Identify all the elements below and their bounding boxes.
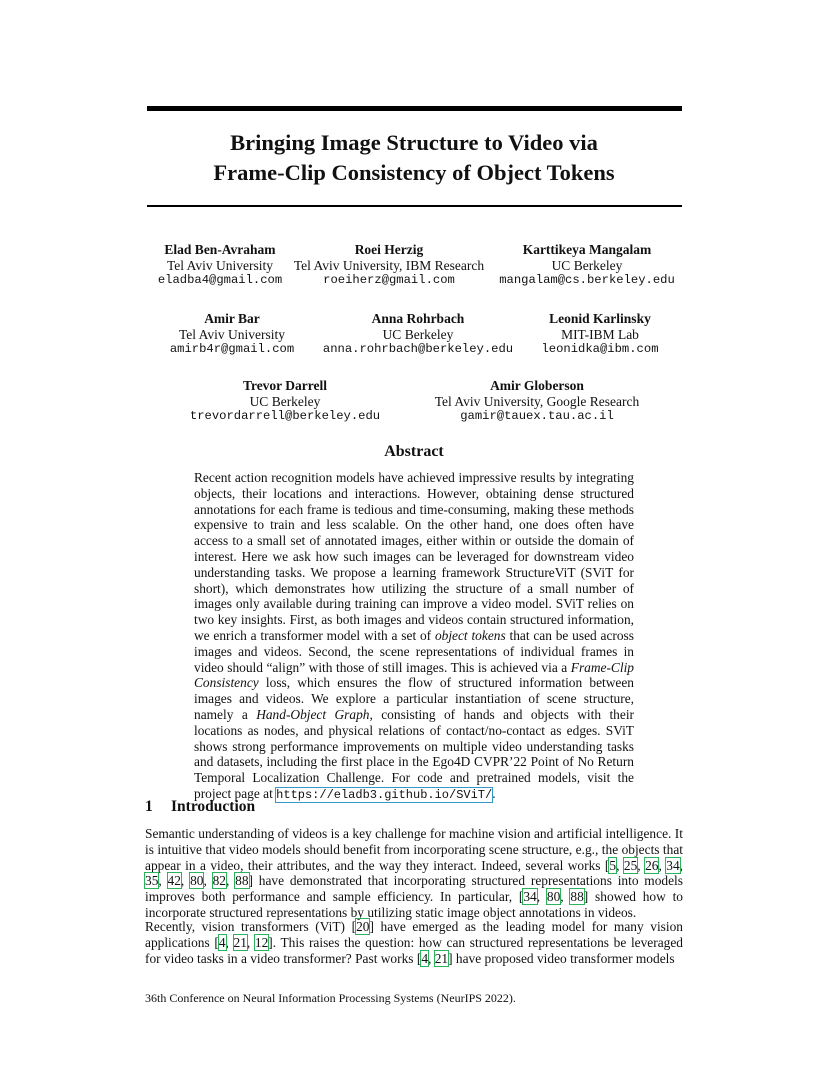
author-email[interactable]: mangalam@cs.berkeley.edu (499, 273, 675, 287)
title-line-2: Frame-Clip Consistency of Object Tokens (213, 160, 615, 185)
abstract-heading: Abstract (384, 443, 444, 460)
author-affiliation: Tel Aviv University, Google Research (434, 393, 640, 409)
paragraph-text: ] have proposed video transformer models (448, 950, 675, 966)
citation-link[interactable]: 35 (145, 873, 159, 889)
author-block (525, 311, 675, 358)
author-email[interactable]: roeiherz@gmail.com (323, 273, 455, 287)
author-affiliation: UC Berkeley (382, 326, 454, 342)
citation-link[interactable]: 25 (623, 857, 638, 873)
section-title: Introduction (171, 798, 256, 815)
author-affiliation: Tel Aviv University (166, 257, 274, 273)
paragraph-text: ] showed how to incorporate structured representations by utilizing static image object annotations in videos. (145, 889, 684, 920)
author-affiliation: MIT-IBM Lab (561, 326, 639, 342)
citation-link[interactable]: 88 (235, 873, 249, 889)
abstract-text: , consisting of hands and objects with their locations as nodes, and physical relations of contact/no-contact as edges. SViT shows strong performance improvements on multiple video understanding tasks and datasets, including the first place in the Ego4D CVPR’22 Point of No Return Temporal Localization Challenge. For code and pretrained models, visit the project page at (194, 706, 635, 801)
author-affiliation: Tel Aviv University (178, 326, 286, 342)
citation-link[interactable]: 4 (421, 950, 429, 966)
citation-link[interactable]: 88 (570, 889, 584, 905)
author-email[interactable]: gamir@tauex.tau.ac.il (460, 409, 614, 423)
citation-link[interactable]: 4 (218, 934, 226, 950)
citation-link[interactable]: 26 (645, 857, 659, 873)
author-affiliation: UC Berkeley (551, 257, 623, 273)
paragraph-text: ] have emerged as the leading model for many vision applications [ (145, 919, 684, 950)
author-name: Roei Herzig (354, 242, 424, 257)
author-block (497, 242, 677, 289)
author-name: Leonid Karlinsky (549, 311, 651, 326)
author-email[interactable]: amirb4r@gmail.com (169, 342, 295, 356)
author-name: Amir Globerson (490, 378, 584, 393)
abstract-emphasis: Frame-Clip Consistency (194, 659, 634, 691)
author-email[interactable]: eladba4@gmail.com (157, 273, 283, 287)
title-line-1: Bringing Image Structure to Video via (230, 130, 598, 155)
author-name: Trevor Darrell (242, 378, 328, 393)
conference-footnote: 36th Conference on Neural Information Processing Systems (NeurIPS 2022). (145, 991, 516, 1005)
author-email[interactable]: trevordarrell@berkeley.edu (189, 409, 381, 423)
author-name: Elad Ben-Avraham (164, 242, 276, 257)
author-block (318, 311, 518, 358)
author-block (145, 242, 295, 289)
abstract-emphasis: object tokens (434, 627, 506, 643)
intro-paragraph-2: Recently, vision transformers (ViT) [20] have emerged as the leading model for many vision applications [4, 21, 12]. This raises the question: how can structured representations be leveraged for video tasks in a video transformer? Past works [4, 21] have proposed video transformer models (145, 919, 684, 966)
paragraph-text: Recently, vision transformers (ViT) [ (145, 919, 357, 934)
title-bottom-rule (147, 205, 682, 207)
citation-link[interactable]: 21 (434, 950, 449, 966)
paragraph-text: ] have demonstrated that incorporating structured representations into models improves both performance and sample efficiency. In particular, [ (145, 873, 683, 905)
author-block (422, 378, 652, 425)
abstract-body (194, 470, 634, 804)
citation-link[interactable]: 34 (666, 857, 680, 873)
author-affiliation: UC Berkeley (249, 393, 321, 409)
abstract-text: . (492, 785, 496, 801)
citation-link[interactable]: 34 (523, 889, 537, 905)
intro-paragraph-1: Semantic understanding of videos is a key challenge for machine vision and artificial intelligence. It is intuitive that video models should benefit from incorporating scene structure, e.g., the objects that appear in a video, their attributes, and the way they interact. Indeed, several works [5, 25, 26, 34, 35, 42, 80, 82, 88] have demonstrated that incorporating structured representations into models improves both performance and sample efficiency. In particular, [34, 80, 88] showed how to incorporate structured representations by utilizing static image object annotations in videos. (145, 826, 684, 920)
abstract-text: loss, which ensures the flow of structured information between images and videos. We explore a particular instantiation of scene structure, namely a (194, 675, 634, 722)
paragraph-text: Semantic understanding of videos is a key challenge for machine vision and artificial intelligence. It is intuitive that video models should benefit from incorporating scene structure, e.g., the objects that appear in a video, their attributes, and the way they interact. Indeed, several works [ (145, 826, 683, 873)
citation-link[interactable]: 21 (233, 934, 247, 950)
abstract-text: that can be used across images and videos. Second, the scene representations of individual frames in video should “align” with those of still images. This is achieved via a (194, 627, 634, 675)
citation-link[interactable]: 80 (546, 889, 561, 905)
author-name: Amir Bar (204, 311, 260, 326)
author-name: Anna Rohrbach (371, 311, 465, 326)
title-top-rule (147, 106, 682, 111)
abstract-text: Recent action recognition models have achieved impressive results by integrating objects, their locations and interactions. However, obtaining dense structured annotations for each frame is tedious and time-consuming, making these methods expensive to train and less scalable. On the other hand, one does often have access to a small set of annotated images, either within or outside the domain of interest. Here we ask how such images can be leveraged for downstream video understanding tasks. We propose a learning framework StructureViT (SViT for short), which demonstrates how utilizing the structure of a small number of images only available during training can improve a video model. SViT relies on two key insights. First, as both images and videos contain structured information, we enrich a transformer model with a set of (194, 470, 634, 643)
author-email[interactable]: leonidka@ibm.com (541, 342, 659, 356)
section-number: 1 (145, 798, 153, 815)
author-email[interactable]: anna.rohrbach@berkeley.edu (322, 342, 514, 356)
paper-title (120, 128, 708, 188)
author-affiliation: Tel Aviv University, IBM Research (293, 257, 485, 273)
author-block (157, 311, 307, 358)
project-page-link[interactable]: https://eladb3.github.io/SViT/ (276, 787, 493, 802)
citation-link[interactable]: 42 (167, 873, 181, 889)
citation-link[interactable]: 12 (254, 934, 269, 950)
author-block (185, 378, 385, 425)
abstract-emphasis: Hand-Object Graph (256, 706, 370, 722)
author-name: Karttikeya Mangalam (522, 242, 652, 257)
citation-link[interactable]: 80 (190, 873, 204, 889)
paragraph-text: ]. This raises the question: how can structured representations be leveraged for video tasks in a video transformer? Past works [ (145, 934, 683, 966)
section-heading (145, 798, 255, 816)
citation-link[interactable]: 5 (609, 857, 617, 873)
author-block (284, 242, 494, 289)
citation-link[interactable]: 20 (356, 919, 370, 934)
citation-link[interactable]: 82 (212, 873, 226, 889)
